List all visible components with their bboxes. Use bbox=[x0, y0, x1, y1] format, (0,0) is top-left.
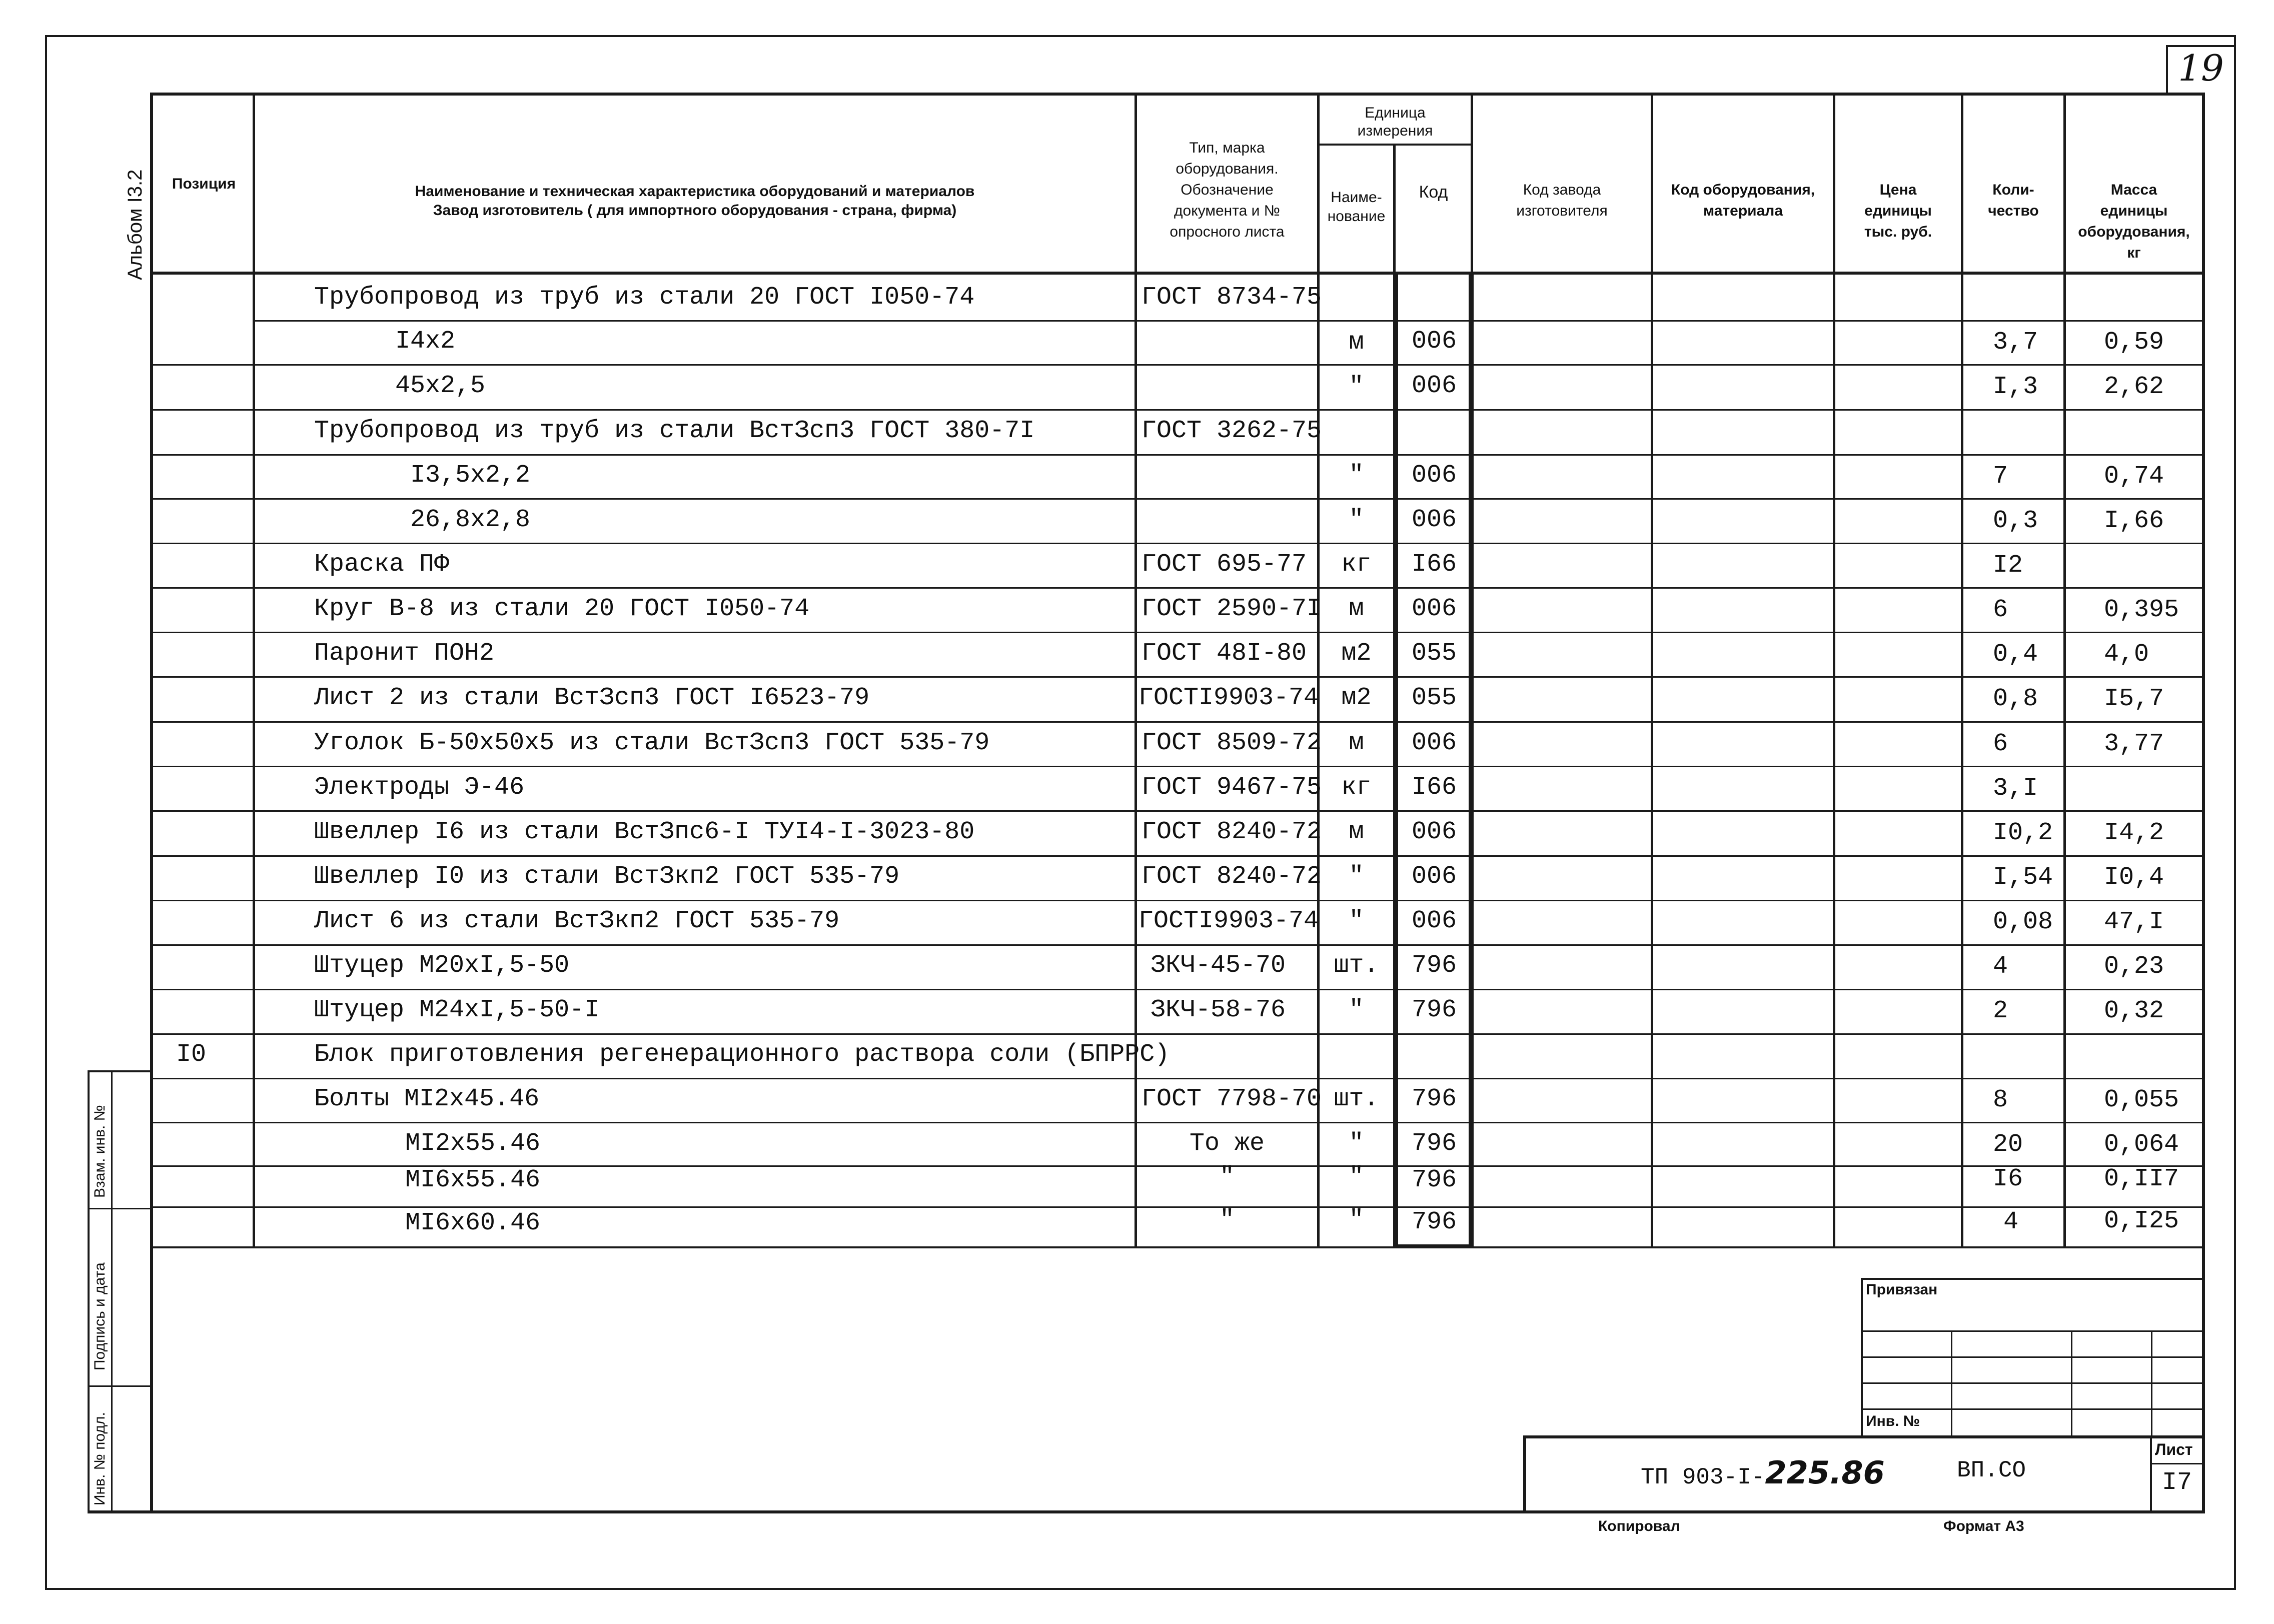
sheet-label: Лист bbox=[2155, 1440, 2193, 1458]
row-type: " bbox=[1219, 1163, 1235, 1191]
row-qty: 3,I bbox=[1993, 774, 2038, 803]
row-type: " bbox=[1219, 1206, 1235, 1234]
row-qty: 6 bbox=[1993, 730, 2008, 758]
row-qty: 0,8 bbox=[1993, 685, 2038, 713]
row-name: Швеллер I6 из стали ВстЗпс6-I ТУI4-I-3023-80 bbox=[314, 818, 975, 846]
row-name: Лист 2 из стали ВстЗсп3 ГОСТ I6523-79 bbox=[314, 684, 870, 712]
doc-prefix: ТП 903-I- bbox=[1641, 1464, 1765, 1490]
row-code: 006 bbox=[1412, 862, 1457, 891]
col-header-unit-name-2: нование bbox=[1327, 208, 1386, 225]
row-name: 26,8x2,8 bbox=[410, 506, 531, 534]
album-label: Альбом I3.2 bbox=[124, 169, 146, 280]
row-qty: I,54 bbox=[1993, 863, 2053, 892]
row-qty: 4 bbox=[2003, 1208, 2019, 1236]
row-line bbox=[253, 320, 2205, 322]
row-mass: 0,59 bbox=[2104, 328, 2164, 357]
code-col-bold-right bbox=[1469, 275, 1474, 1248]
row-line bbox=[150, 498, 2205, 500]
row-mass: 0,055 bbox=[2104, 1086, 2179, 1114]
side-inv-orig: Инв. № подл. bbox=[92, 1412, 108, 1505]
row-name: Швеллер I0 из стали ВстЗкп2 ГОСТ 535-79 bbox=[314, 862, 900, 891]
row-mass: I5,7 bbox=[2104, 685, 2164, 713]
row-mass: 0,395 bbox=[2104, 596, 2179, 624]
attached-label: Привязан bbox=[1866, 1281, 1938, 1298]
outer-frame-bottom bbox=[45, 1588, 2236, 1590]
col-line-7 bbox=[1833, 93, 1835, 1248]
row-name: Электроды Э-46 bbox=[314, 773, 525, 802]
row-mass: 0,23 bbox=[2104, 952, 2164, 981]
row-type: ГОСТ 48I-80 bbox=[1142, 639, 1307, 668]
row-unit: кг bbox=[1341, 773, 1372, 802]
row-unit: м bbox=[1349, 595, 1364, 623]
row-qty: 0,4 bbox=[1993, 640, 2038, 669]
row-mass: 0,32 bbox=[2104, 997, 2164, 1025]
row-code: I66 bbox=[1412, 550, 1457, 579]
row-type: ГОСТI9903-74 bbox=[1139, 907, 1319, 935]
row-name: МI6x55.46 bbox=[405, 1166, 541, 1194]
row-code: 796 bbox=[1412, 1129, 1457, 1158]
row-qty: I6 bbox=[1993, 1165, 2023, 1193]
col-header-type-2: оборудования. bbox=[1176, 161, 1279, 177]
row-unit: шт. bbox=[1334, 951, 1379, 980]
attached-vline-3 bbox=[2151, 1330, 2152, 1438]
row-line bbox=[150, 364, 2205, 366]
row-name: Лист 6 из стали ВстЗкп2 ГОСТ 535-79 bbox=[314, 907, 840, 935]
row-type: То же bbox=[1189, 1129, 1265, 1158]
row-code: 796 bbox=[1412, 1208, 1457, 1236]
col-header-equip-code-1: Код оборудования, bbox=[1671, 182, 1815, 198]
copied-label: Копировал bbox=[1598, 1518, 1680, 1534]
inv-no-label: Инв. № bbox=[1866, 1413, 1920, 1429]
col-header-mass-2: единицы bbox=[2100, 203, 2168, 219]
row-mass: I4,2 bbox=[2104, 819, 2164, 847]
side-strip-div2 bbox=[88, 1385, 153, 1387]
title-block-top bbox=[1523, 1435, 2205, 1438]
row-mass: 0,I25 bbox=[2104, 1207, 2179, 1235]
side-strip-div1 bbox=[88, 1208, 153, 1209]
row-code: 006 bbox=[1412, 907, 1457, 935]
row-qty: 2 bbox=[1993, 997, 2008, 1025]
row-mass: 4,0 bbox=[2104, 640, 2149, 669]
row-name: Краска ПФ bbox=[314, 550, 450, 579]
row-line bbox=[150, 587, 2205, 589]
col-line-6 bbox=[1651, 93, 1653, 1248]
row-qty: I0,2 bbox=[1993, 819, 2053, 847]
row-type: ГОСТ 8734-75 bbox=[1142, 283, 1322, 312]
row-unit: " bbox=[1349, 1163, 1364, 1191]
row-mass: I,66 bbox=[2104, 507, 2164, 535]
col-header-mass-1: Масса bbox=[2110, 182, 2157, 198]
sheet-corner-number: 19 bbox=[2178, 47, 2224, 89]
row-position: I0 bbox=[176, 1040, 207, 1069]
row-line bbox=[150, 810, 2205, 812]
col-header-name-line2: Завод изготовитель ( для импортного оборудования - страна, фирма) bbox=[433, 202, 957, 219]
row-code: 796 bbox=[1412, 1166, 1457, 1194]
row-unit: " bbox=[1349, 1206, 1364, 1234]
row-line bbox=[150, 454, 2205, 456]
row-code: 006 bbox=[1412, 506, 1457, 534]
row-code: 006 bbox=[1412, 595, 1457, 623]
col-header-price-3: тыс. руб. bbox=[1864, 224, 1932, 240]
sheet-value: I7 bbox=[2162, 1468, 2192, 1497]
row-qty: 20 bbox=[1993, 1130, 2023, 1159]
row-unit: м bbox=[1349, 328, 1364, 357]
side-strip-mid bbox=[111, 1070, 113, 1513]
row-name: I3,5x2,2 bbox=[410, 461, 531, 490]
title-block-sheet-line bbox=[2150, 1463, 2205, 1464]
inner-frame-left bbox=[150, 93, 153, 1513]
row-qty: 7 bbox=[1993, 462, 2008, 491]
row-unit: " bbox=[1349, 1129, 1364, 1158]
row-line bbox=[150, 989, 2205, 990]
row-code: 006 bbox=[1412, 372, 1457, 400]
row-qty: I2 bbox=[1993, 551, 2023, 580]
row-line bbox=[150, 766, 2205, 767]
header-bottom-line bbox=[150, 272, 2205, 275]
row-code: 796 bbox=[1412, 1085, 1457, 1113]
row-type: ГОСТ 8240-72 bbox=[1142, 862, 1322, 891]
attached-vline-1 bbox=[1951, 1330, 1952, 1438]
row-unit: " bbox=[1349, 461, 1364, 490]
col-header-type-1: Тип, марка bbox=[1189, 140, 1265, 156]
inner-frame-bottom bbox=[88, 1510, 2205, 1513]
row-code: 006 bbox=[1412, 327, 1457, 356]
row-qty: 4 bbox=[1993, 952, 2008, 981]
side-strip-left bbox=[88, 1070, 90, 1513]
row-name: 45x2,5 bbox=[395, 372, 486, 400]
side-sign-date: Подпись и дата bbox=[92, 1262, 108, 1370]
col-header-unit-code: Код bbox=[1419, 183, 1448, 202]
row-line bbox=[150, 944, 2205, 946]
row-type: ГОСТ 9467-75 bbox=[1142, 773, 1322, 802]
row-line bbox=[150, 632, 2205, 633]
row-line bbox=[150, 900, 2205, 901]
row-unit: " bbox=[1349, 907, 1364, 935]
row-type: ЗКЧ-58-76 bbox=[1151, 996, 1286, 1024]
attached-line-3 bbox=[1861, 1382, 2205, 1384]
col-header-qty-1: Коли- bbox=[1992, 182, 2034, 198]
col-header-price-1: Цена bbox=[1879, 182, 1917, 198]
col-line-2 bbox=[1134, 93, 1137, 1248]
row-line bbox=[150, 721, 2205, 723]
col-header-price-2: единицы bbox=[1864, 203, 1932, 219]
row-unit: м bbox=[1349, 729, 1364, 757]
row-name: МI2x55.46 bbox=[405, 1129, 541, 1158]
row-unit: " bbox=[1349, 996, 1364, 1024]
col-header-equip-code-2: материала bbox=[1703, 203, 1783, 219]
row-type: ГОСТ 8509-72 bbox=[1142, 729, 1322, 757]
col-header-factory-code-1: Код завода bbox=[1523, 182, 1601, 198]
attached-line-4 bbox=[1861, 1408, 2205, 1410]
row-code: 796 bbox=[1412, 951, 1457, 980]
row-code: 796 bbox=[1412, 996, 1457, 1024]
row-line bbox=[150, 676, 2205, 678]
row-type: ЗКЧ-45-70 bbox=[1151, 951, 1286, 980]
row-line bbox=[150, 409, 2205, 411]
col-header-name-line1: Наименование и техническая характеристика оборудований и материалов bbox=[415, 183, 975, 200]
document-designation bbox=[1641, 1454, 1885, 1491]
row-code: 055 bbox=[1412, 684, 1457, 712]
col-header-position: Позиция bbox=[172, 176, 236, 192]
col-header-unit-2: измерения bbox=[1357, 123, 1433, 139]
row-mass: 2,62 bbox=[2104, 373, 2164, 401]
outer-frame-left bbox=[45, 35, 47, 1590]
inner-frame-top bbox=[150, 93, 2205, 96]
col-header-type-5: опросного листа bbox=[1170, 224, 1285, 240]
format-label: Формат А3 bbox=[1943, 1518, 2024, 1534]
doc-number: 225.86 bbox=[1765, 1454, 1885, 1491]
row-qty: 6 bbox=[1993, 596, 2008, 624]
attached-box-left bbox=[1861, 1278, 1863, 1438]
row-mass: 0,II7 bbox=[2104, 1165, 2179, 1193]
row-code: 055 bbox=[1412, 639, 1457, 668]
side-strip-top bbox=[88, 1070, 153, 1072]
col-header-unit-name-1: Наиме- bbox=[1331, 189, 1382, 206]
row-name: Блок приготовления регенерационного раствора соли (БПРРС) bbox=[314, 1040, 1170, 1069]
row-line bbox=[150, 1078, 2205, 1079]
row-name: Трубопровод из труб из стали ВстЗсп3 ГОСТ 380-7I bbox=[314, 417, 1035, 445]
col-header-qty-2: чество bbox=[1988, 203, 2039, 219]
row-unit: м2 bbox=[1341, 684, 1372, 712]
inner-frame-right bbox=[2202, 93, 2205, 1513]
outer-frame-right bbox=[2234, 35, 2236, 1590]
row-code: 006 bbox=[1412, 729, 1457, 757]
row-qty: I,3 bbox=[1993, 373, 2038, 401]
row-qty: 3,7 bbox=[1993, 328, 2038, 357]
row-name: Болты МI2x45.46 bbox=[314, 1085, 540, 1113]
row-type: ГОСТI9903-74 bbox=[1139, 684, 1319, 712]
title-block-sheet-divider bbox=[2150, 1435, 2152, 1513]
code-col-bold-left bbox=[1393, 275, 1398, 1248]
row-line bbox=[150, 855, 2205, 857]
row-type: ГОСТ 8240-72 bbox=[1142, 818, 1322, 846]
col-line-9 bbox=[2063, 93, 2066, 1248]
row-line bbox=[150, 1122, 2205, 1123]
title-block-left bbox=[1523, 1435, 1526, 1513]
row-code: 006 bbox=[1412, 818, 1457, 846]
row-mass: 47,I bbox=[2104, 908, 2164, 936]
unit-subheader-line bbox=[1318, 144, 1473, 146]
row-qty: 8 bbox=[1993, 1086, 2008, 1114]
row-unit: " bbox=[1349, 862, 1364, 891]
attached-box-top bbox=[1861, 1278, 2205, 1280]
row-unit: м2 bbox=[1341, 639, 1372, 668]
attached-vline-2 bbox=[2071, 1330, 2072, 1438]
col-header-mass-4: кг bbox=[2127, 245, 2141, 261]
row-name: МI6x60.46 bbox=[405, 1209, 541, 1237]
row-unit: " bbox=[1349, 506, 1364, 534]
row-unit: м bbox=[1349, 818, 1364, 846]
doc-code: ВП.СО bbox=[1957, 1457, 2026, 1483]
row-unit: " bbox=[1349, 373, 1364, 401]
col-line-8 bbox=[1961, 93, 1963, 1248]
row-qty: 0,3 bbox=[1993, 507, 2038, 535]
outer-frame-top bbox=[45, 35, 2236, 37]
row-name: I4x2 bbox=[395, 327, 456, 356]
row-mass: 0,064 bbox=[2104, 1130, 2179, 1159]
row-name: Штуцер М20xI,5-50 bbox=[314, 951, 570, 980]
row-name: Уголок Б-50x50x5 из стали ВстЗсп3 ГОСТ 535-79 bbox=[314, 729, 990, 757]
row-line bbox=[150, 1033, 2205, 1035]
col-line-1 bbox=[253, 93, 255, 1248]
row-name: Штуцер М24xI,5-50-I bbox=[314, 996, 600, 1024]
row-name: Трубопровод из труб из стали 20 ГОСТ I050-74 bbox=[314, 283, 975, 312]
col-header-type-3: Обозначение bbox=[1181, 182, 1274, 198]
row-name: Круг В-8 из стали 20 ГОСТ I050-74 bbox=[314, 595, 810, 623]
row-type: ГОСТ 7798-70 bbox=[1142, 1085, 1322, 1113]
row-unit: шт. bbox=[1334, 1085, 1379, 1113]
row-type: ГОСТ 695-77 bbox=[1142, 550, 1307, 579]
row-mass: I0,4 bbox=[2104, 863, 2164, 892]
row-type: ГОСТ 2590-7I bbox=[1142, 595, 1322, 623]
table-bottom-line bbox=[150, 1246, 2205, 1248]
side-replace-inv: Взам. инв. № bbox=[92, 1105, 108, 1198]
attached-line-2 bbox=[1861, 1356, 2205, 1358]
row-mass: 3,77 bbox=[2104, 730, 2164, 758]
row-type: ГОСТ 3262-75 bbox=[1142, 417, 1322, 445]
row-name: Паронит ПОН2 bbox=[314, 639, 495, 668]
col-header-type-4: документа и № bbox=[1174, 203, 1280, 219]
row-code: 006 bbox=[1412, 461, 1457, 490]
col-header-mass-3: оборудования, bbox=[2078, 224, 2190, 240]
row-code: I66 bbox=[1412, 773, 1457, 802]
col-header-unit-1: Единица bbox=[1365, 105, 1426, 121]
row-qty: 0,08 bbox=[1993, 908, 2053, 936]
row-unit: кг bbox=[1341, 550, 1372, 579]
col-header-factory-code-2: изготовителя bbox=[1516, 203, 1608, 219]
row-mass: 0,74 bbox=[2104, 462, 2164, 491]
row-line bbox=[150, 543, 2205, 544]
col-line-3 bbox=[1317, 93, 1320, 1248]
attached-line-1 bbox=[1861, 1330, 2205, 1332]
